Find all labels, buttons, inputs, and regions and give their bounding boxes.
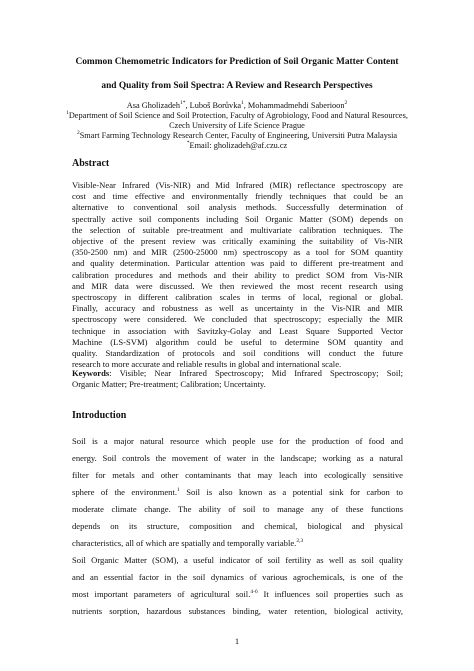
author-superscript: 1* [179, 100, 186, 107]
author-superscript: 2 [344, 100, 348, 107]
abstract-line: Visible-Near Infrared (Vis-NIR) and Mid Infrared (MIR) reflectance spectroscopy are [72, 180, 403, 190]
abstract-line: cost and time effective and environmentally friendly techniques that could be an [72, 191, 403, 202]
abstract-line: calibration procedures and methods and their ability to predict SOM from Vis-NIR [72, 269, 403, 280]
intro-line: energy. Soil controls the movement of water in the landscape; working as a natural [72, 453, 403, 463]
abstract-line: and MIR data were discussed. We then reviewed the most recent research using [72, 280, 403, 291]
abstract-line: Finally, accuracy and robustness as well as uncertainty in the Vis-NIR and MIR [72, 303, 403, 314]
abstract-line: and quality determination. Particular attention was paid to different pre-treatment and [72, 258, 403, 269]
keywords-text: : Visible; Near Infrared Spectroscopy; Mid Infrared Spectroscopy; Soil; [109, 368, 403, 378]
abstract-heading: Abstract [72, 158, 110, 169]
paper-title-line-2: and Quality from Soil Spectra: A Review and Research Perspectives [101, 81, 373, 91]
intro-text: characteristics, all of which are spatially and temporally variable. [72, 538, 297, 548]
keywords-label: Keywords [72, 368, 110, 378]
abstract-line: research to more accurate and reliable results in global and international scale. [72, 359, 342, 370]
affiliation-1 [40, 111, 434, 121]
keywords-line-2: Organic Matter; Pre-treatment; Calibration; Uncertainty. [72, 379, 266, 389]
abstract-line: technique in association with Savitzky-Golay and Least Square Supported Vector [72, 325, 403, 336]
abstract-line: Machine (LS-SVM) algorithm could be useful to determine SOM quantity and [72, 336, 403, 347]
author-name: Asa Gholizadeh [126, 101, 180, 110]
intro-text: most important parameters of agricultural soil. [72, 589, 251, 599]
intro-line: Soil is a major natural resource which people use for the production of food and [72, 436, 403, 446]
keywords-line-1 [72, 368, 403, 379]
author-superscript: 1 [241, 100, 244, 107]
paper-title-line-1: Common Chemometric Indicators for Prediction of Soil Organic Matter Content [75, 57, 399, 67]
affiliation-text: Smart Farming Technology Research Center, Faculty of Engineering, Universiti Putra Malaysia [79, 131, 398, 140]
intro-line [72, 487, 403, 498]
intro-line [72, 538, 403, 549]
intro-line: depends on its structure, composition and chemical, biological and physical [72, 521, 403, 531]
corresponding-email [40, 141, 434, 151]
abstract-line: objective of the present review was critically examining the suitability of Vis-NIR [72, 236, 403, 246]
affiliation-2 [40, 131, 434, 141]
affiliation-superscript: 2 [76, 130, 80, 137]
affiliation-1-line-2: Czech University of Life Science Prague [169, 121, 305, 130]
intro-line: filter for metals and other contaminants that may leach into ecologically sensitive [72, 470, 403, 480]
intro-text: It influences soil properties such as [257, 589, 403, 599]
author-name: , Luboš Borůvka [185, 101, 242, 110]
intro-line: and an essential factor in the soil dynamics of various agrochemicals, is one of the [72, 572, 403, 582]
abstract-line: spectrally active soil components including Soil Organic Matter (SOM) depends on [72, 213, 403, 224]
page-number: 1 [234, 636, 240, 646]
author-name: , Mohammadmehdi Saberioon [243, 101, 345, 110]
abstract-line: alternative to conventional soil analysis methods. Successfully determination of [72, 202, 403, 213]
introduction-heading: Introduction [72, 410, 127, 421]
intro-line [72, 589, 403, 600]
intro-text: sphere of the environment. [72, 487, 178, 497]
citation-superscript: 1 [177, 487, 180, 494]
affiliation-text: Department of Soil Science and Soil Protection, Faculty of Agrobiology, Food and Natural Resources, [68, 111, 408, 120]
abstract-line: spectroscopy were considered. We concluded that spectroscopy; especially the MIR [72, 314, 403, 325]
abstract-line: (350-2500 nm) and MIR (2500-25000 nm) spectroscopy as a tool for SOM quantity [72, 247, 403, 258]
intro-text: Soil is also known as a potential sink for carbon to [179, 487, 403, 497]
author-list [40, 101, 434, 111]
abstract-line: spectroscopy in different calibration scales in terms of local, regional or global. [72, 292, 403, 302]
intro-line: Soil Organic Matter (SOM), a useful indicator of soil fertility as well as soil quality [72, 555, 403, 565]
abstract-line: the selection of suitable pre-treatment and multivariate calibration techniques. The [72, 224, 403, 235]
citation-superscript: 2,3 [296, 538, 304, 545]
abstract-line: quality. Standardization of protocols and soil conditions will conduct the future [72, 348, 403, 358]
email-superscript: * [186, 140, 190, 147]
citation-superscript: 4-6 [250, 589, 258, 596]
intro-line: moderate climate change. The ability of soil to manage any of these functions [72, 504, 403, 514]
email-text: Email: gholizadeh@af.czu.cz [189, 141, 288, 150]
intro-line: nutrients sorption, hazardous substances binding, water retention, biological activity, [72, 606, 403, 616]
affiliation-superscript: 1 [66, 110, 69, 117]
